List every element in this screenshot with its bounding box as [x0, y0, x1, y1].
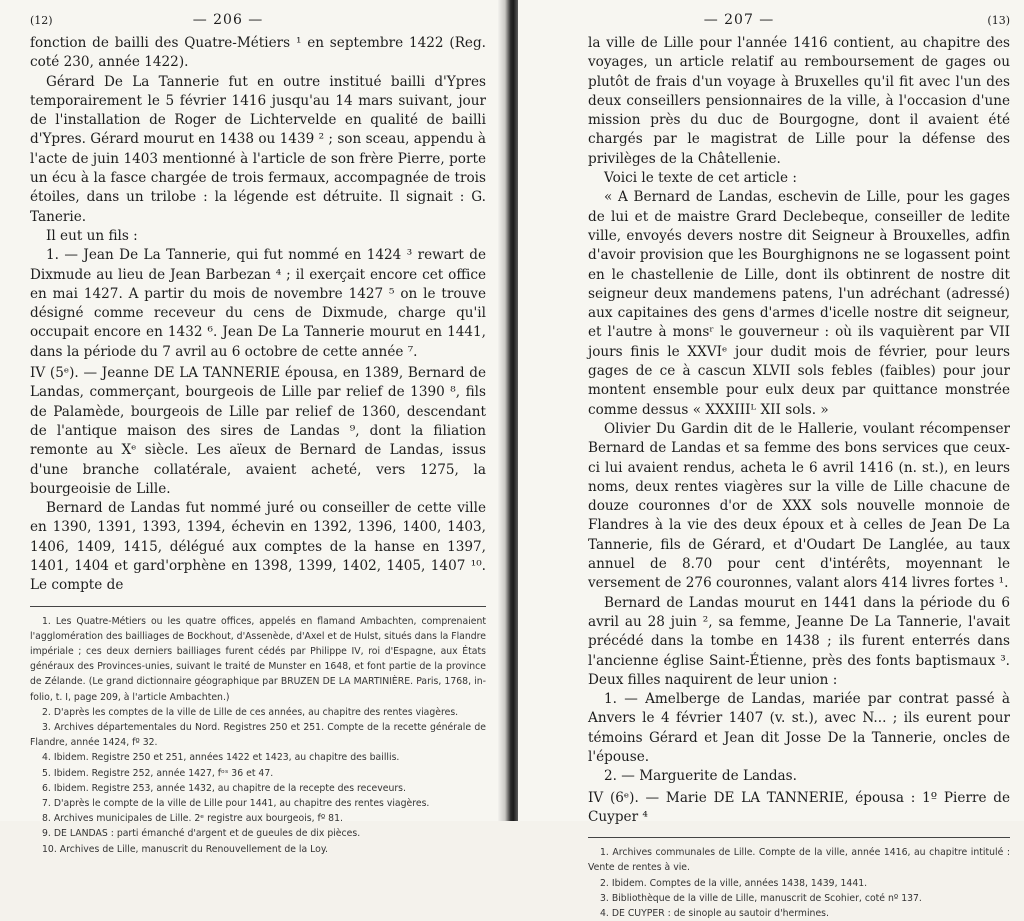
paragraph: 1. — Jean De La Tannerie, qui fut nommé en 1424 ³ rewart de Dixmude au lieu de Jean Barbezan ⁴ ; il exerçait encore cet office en mai 1427. A partir du mois de novembre 1427 ⁵ on le trouve désigné comme receveur du cens de Dixmude, charge qu'il occupait encore en 1432 ⁶. Jean De La Tannerie mourut en 1441, dans la période du 7 avril au 6 octobre de cette année ⁷.	[30, 247, 486, 360]
footnote: 9. DE LANDAS : parti émanché d'argent et de gueules de dix pièces.	[42, 828, 361, 840]
left-body-text	[30, 34, 486, 596]
right-footnotes	[588, 845, 1010, 921]
footnote: 4. Ibidem. Registre 250 et 251, années 1422 et 1423, au chapitre des baillis.	[42, 752, 400, 764]
paragraph: Il eut un fils :	[46, 227, 138, 244]
footnote-divider	[30, 606, 486, 607]
paragraph: la ville de Lille pour l'année 1416 contient, au chapitre des voyages, un article relatif au remboursement de gages ou plutôt de frais d'un voyage à Bruxelles qu'il fit avec l'un des deux conseillers pensionnaires de la ville, à l'occasion d'une mission près du duc de Bourgogne, dont il avaient été chargés par le magistrat de Lille pour la défense des privilèges de la Châtellenie.	[588, 35, 1010, 167]
footnote: 3. Bibliothèque de la ville de Lille, manuscrit de Scohier, coté nº 137.	[600, 892, 922, 904]
right-corner-number: (13)	[987, 14, 1010, 27]
footnote: 8. Archives municipales de Lille. 2ᵉ registre aux bourgeois, fº 81.	[42, 813, 343, 825]
footnote: 4. DE CUYPER : de sinople au sautoir d'hermines.	[600, 907, 829, 919]
footnote: 10. Archives de Lille, manuscrit du Renouvellement de la Loy.	[42, 843, 328, 855]
paragraph: Bernard de Landas mourut en 1441 dans la période du 6 avril au 28 juin ², sa femme, Jeanne De La Tannerie, l'avait précédé dans la tombe en 1438 ; ils furent enterrés dans l'ancienne église Saint-Étienne, près des fonts baptismaux ³. Deux filles naquirent de leur union :	[588, 594, 1010, 688]
footnote: 2. D'après les comptes de la ville de Lille de ces années, au chapitre des rentes viagères.	[42, 706, 459, 718]
right-page-header	[588, 12, 1010, 34]
paragraph: IV (5ᵉ). — Jeanne DE LA TANNERIE épousa, en 1389, Bernard de Landas, commerçant, bourgeois de Lille par relief de 1390 ⁸, fils de Palamède, bourgeois de Lille par relief de 1360, descendant de l'antique maison des sires de Landas ⁹, dont la filiation remonte au Xᵉ siècle. Les aïeux de Bernard de Landas, issus d'une branche collatérale, avaient acheté, vers 1275, la bourgeoisie de Lille.	[30, 365, 486, 497]
left-page-header	[30, 12, 486, 34]
right-page-number: — 207 —	[703, 12, 775, 28]
footnote: 7. D'après le compte de la ville de Lille pour 1441, au chapitre des rentes viagères.	[42, 798, 430, 810]
footnote: 6. Ibidem. Registre 253, année 1432, au chapitre de la recepte des receveurs.	[42, 782, 406, 794]
paragraph: fonction de bailli des Quatre-Métiers ¹ en septembre 1422 (Reg. coté 230, année 1422).	[30, 35, 486, 71]
left-footnotes	[30, 614, 486, 857]
quoted-article: « A Bernard de Landas, eschevin de Lille, pour les gages de lui et de maistre Grard Declebeque, conseiller de ledite ville, envoyés devers nostre dit Seigneur à Brouxelles, adfin d'avoir provision que les Bourghignons ne se logassent point en le chastellenie de Lille, dont ils obtinrent de nostre dit seigneur deux mandemens patens, l'un adréchant (adressé) aux capitaines des gens d'armes d'icelle nostre dit seigneur, et l'autre à monsʳ le gouverneur : où ils vaquièrent par VII jours finis le XXVIᵉ jour dudit mois de février, pour leurs gages de ce à cascun XLVII sols febles (faibles) pour jour montent ensemble pour eulx deux par quittance monstrée comme dessus « XXXIIIᴸ XII sols. »	[588, 189, 1010, 418]
left-page-number: — 206 —	[192, 12, 264, 28]
right-body-text	[588, 34, 1010, 827]
paragraph: Bernard de Landas fut nommé juré ou conseiller de cette ville en 1390, 1391, 1393, 1394, échevin en 1392, 1396, 1400, 1403, 1406, 1409, 1415, délégué aux comptes de la hanse en 1397, 1401, 1404 et gard'orphène en 1398, 1399, 1402, 1405, 1407 ¹⁰. Le compte de	[30, 500, 486, 594]
right-page	[518, 0, 1024, 919]
footnote: 5. Ibidem. Registre 252, année 1427, fᵒˢ 36 et 47.	[42, 767, 274, 779]
footnote: 1. Les Quatre-Métiers ou les quatre offices, appelés en flamand Ambachten, comprenaient l'agglomération des bailliages de Bockhout, d'Assenède, d'Axel et de Hulst, situés dans la Flandre impériale ; ces deux derniers bailliages furent cédés par Philippe IV, roi d'Espagne, aux États généraux des Provinces-unies, suivant le traité de Munster en 1648, et font partie de la province de Zélande. (Le grand dictionnaire géographique par BRUZEN DE LA MARTINIÈRE. Paris, 1768, in-folio, t. I, page 209, à l'article Ambachten.)	[30, 615, 486, 703]
left-corner-number: (12)	[30, 14, 53, 27]
footnote-divider	[588, 837, 1010, 838]
footnote: 1. Archives communales de Lille. Compte de la ville, année 1416, au chapitre intitulé : Vente de rentes à vie.	[588, 847, 1010, 874]
footnote: 3. Archives départementales du Nord. Registres 250 et 251. Compte de la recette générale de Flandre, année 1424, fº 32.	[30, 722, 486, 749]
paragraph: Voici le texte de cet article :	[604, 170, 797, 187]
paragraph: Gérard De La Tannerie fut en outre institué bailli d'Ypres temporairement le 5 février 1416 jusqu'au 14 mars suivant, jour de l'installation de Roger de Lichtervelde en qualité de bailli d'Ypres. Gérard mourut en 1438 ou 1439 ² ; son sceau, appendu à l'acte de juin 1403 mentionné à l'article de son frère Pierre, porte un écu à la fasce chargée de trois fermaux, accompagnée de trois étoiles, dans un trilobe : la légende est détruite. Il signait : G. Tanerie.	[30, 73, 486, 225]
left-page	[0, 0, 506, 855]
footnote: 2. Ibidem. Comptes de la ville, années 1438, 1439, 1441.	[600, 877, 868, 889]
paragraph: Olivier Du Gardin dit de le Hallerie, voulant récompenser Bernard de Landas et sa femme des bons services que ceux-ci lui avaient rendus, acheta le 6 avril 1416 (n. st.), en leurs noms, deux rentes viagères sur la ville de Lille chacune de douze couronnes d'or de XXX sols nouvelle monnoie de Flandres à la vie des deux époux et à celles de Jean De La Tannerie, fils de Gérard, et d'Oudart De Langlée, au taux annuel de 8.70 pour cent d'intérêts, moyennant le versement de 276 couronnes, valant alors 414 livres fortes ¹.	[588, 420, 1010, 592]
paragraph: 1. — Amelberge de Landas, mariée par contrat passé à Anvers le 4 février 1407 (v. st.), avec N... ; ils eurent pour témoins Gérard et Jean dit Josse De la Tannerie, oncles de l'épouse.	[588, 691, 1010, 765]
paragraph: IV (6ᵉ). — Marie DE LA TANNERIE, épousa : 1º Pierre de Cuyper ⁴	[588, 789, 1010, 825]
paragraph: 2. — Marguerite de Landas.	[604, 768, 797, 785]
